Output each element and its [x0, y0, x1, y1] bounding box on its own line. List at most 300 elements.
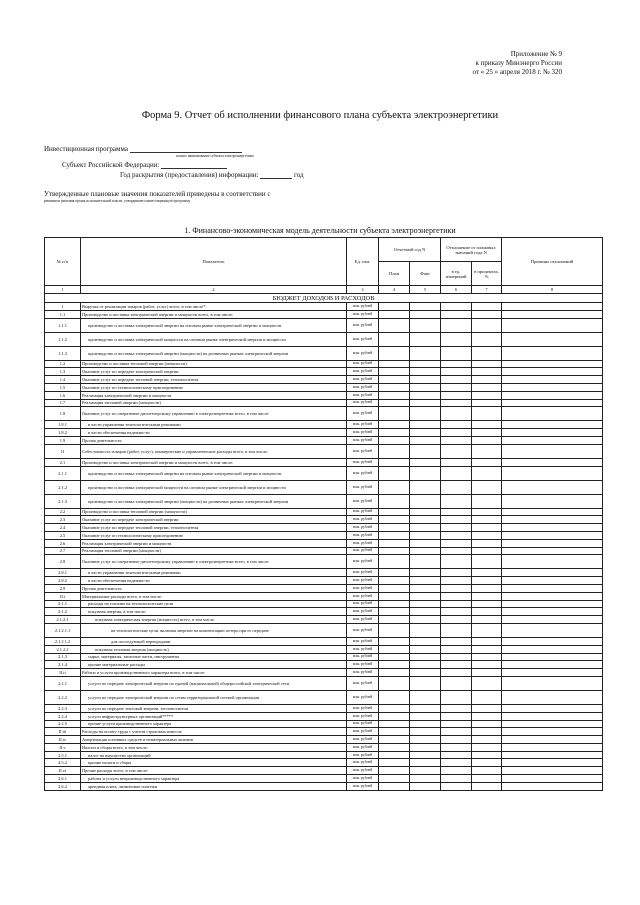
section-title: 1. Финансово-экономическая модель деятельности субъекта электроэнергетики [184, 226, 456, 235]
cell-fact [410, 616, 441, 624]
cell-fact [410, 767, 441, 775]
cell-plan [379, 310, 410, 318]
cell-dev-pct [472, 782, 502, 790]
row-indicator: расходы на топливо на технологические цели [81, 600, 347, 608]
table-row [45, 669, 603, 677]
cell-dev-abs [441, 399, 472, 407]
row-code: 1.8 [45, 407, 81, 421]
cell-reason [502, 368, 603, 376]
row-unit: млн. рублей [347, 376, 379, 384]
table-row [45, 429, 603, 437]
cell-dev-abs [441, 577, 472, 585]
row-indicator: Налоги и сборы всего, в том числе: [81, 743, 347, 751]
cell-fact [410, 466, 441, 480]
year-field [260, 178, 292, 179]
cell-dev-pct [472, 494, 502, 508]
cell-plan [379, 444, 410, 458]
cell-dev-abs [441, 623, 472, 637]
cell-dev-abs [441, 318, 472, 332]
col-number: 2 [81, 286, 347, 294]
row-unit: млн. рублей [347, 539, 379, 547]
cell-reason [502, 577, 603, 585]
cell-plan [379, 508, 410, 516]
section-row-label: БЮДЖЕТ ДОХОДОВ И РАСХОДОВ [45, 294, 603, 303]
cell-dev-abs [441, 531, 472, 539]
cell-plan [379, 555, 410, 569]
row-indicator: Реализация электрической энергии и мощности [81, 391, 347, 399]
row-code: 2.1.2.1 [45, 616, 81, 624]
cell-dev-abs [441, 421, 472, 429]
cell-fact [410, 751, 441, 759]
cell-fact [410, 458, 441, 466]
cell-dev-abs [441, 736, 472, 744]
cell-fact [410, 436, 441, 444]
row-unit: млн. рублей [347, 645, 379, 653]
cell-reason [502, 399, 603, 407]
cell-reason [502, 444, 603, 458]
cell-fact [410, 669, 441, 677]
table-row [45, 645, 603, 653]
row-code: 1.6 [45, 391, 81, 399]
cell-reason [502, 743, 603, 751]
row-indicator: Производство и поставка электрической энергии и мощности всего, в том числе: [81, 458, 347, 466]
row-indicator: Прочая деятельность [81, 584, 347, 592]
cell-dev-abs [441, 782, 472, 790]
year-label: Год раскрытия (предоставления) информации: [120, 171, 259, 179]
cell-plan [379, 407, 410, 421]
row-indicator: услуги по передаче электрической энергии по единой (национальной) общероссийской электрической сети [81, 676, 347, 690]
cell-plan [379, 399, 410, 407]
row-unit: млн. рублей [347, 623, 379, 637]
row-code: 2.8.2 [45, 577, 81, 585]
row-code: 2.2.1 [45, 676, 81, 690]
cell-fact [410, 407, 441, 421]
header-plan: План [379, 262, 410, 286]
row-unit: млн. рублей [347, 720, 379, 728]
cell-dev-abs [441, 759, 472, 767]
table-row [45, 494, 603, 508]
cell-fact [410, 690, 441, 704]
cell-fact [410, 600, 441, 608]
cell-plan [379, 775, 410, 783]
table-row [45, 661, 603, 669]
row-code: II.i [45, 592, 81, 600]
cell-plan [379, 712, 410, 720]
cell-dev-abs [441, 661, 472, 669]
col-number: 1 [45, 286, 81, 294]
row-indicator: прочие материальные расходы [81, 661, 347, 669]
cell-plan [379, 592, 410, 600]
cell-dev-abs [441, 303, 472, 311]
cell-dev-abs [441, 743, 472, 751]
cell-dev-abs [441, 539, 472, 547]
cell-fact [410, 376, 441, 384]
cell-dev-pct [472, 616, 502, 624]
cell-dev-abs [441, 391, 472, 399]
cell-dev-pct [472, 600, 502, 608]
row-unit: млн. рублей [347, 480, 379, 494]
cell-dev-abs [441, 436, 472, 444]
row-unit: млн. рублей [347, 577, 379, 585]
cell-plan [379, 577, 410, 585]
row-unit: млн. рублей [347, 391, 379, 399]
cell-reason [502, 775, 603, 783]
row-unit: млн. рублей [347, 458, 379, 466]
header-deviation: Отклонение от плановых значений года N [441, 238, 502, 262]
row-indicator: для последующей перепродажи [81, 637, 347, 645]
table-row [45, 676, 603, 690]
cell-reason [502, 303, 603, 311]
subject-field [161, 168, 227, 169]
cell-dev-abs [441, 592, 472, 600]
cell-fact [410, 623, 441, 637]
row-indicator: Выручка от реализации товаров (работ, услуг) всего, в том числе*: [81, 303, 347, 311]
cell-dev-pct [472, 480, 502, 494]
cell-reason [502, 616, 603, 624]
table-row [45, 720, 603, 728]
cell-plan [379, 524, 410, 532]
row-code: 2.2.2 [45, 690, 81, 704]
cell-plan [379, 383, 410, 391]
cell-fact [410, 577, 441, 585]
cell-dev-abs [441, 653, 472, 661]
cell-reason [502, 346, 603, 360]
col-number: 4 [379, 286, 410, 294]
row-indicator: Производство и поставка тепловой энергии (мощности) [81, 360, 347, 368]
cell-fact [410, 318, 441, 332]
cell-plan [379, 690, 410, 704]
table-row [45, 539, 603, 547]
cell-dev-pct [472, 399, 502, 407]
cell-reason [502, 555, 603, 569]
header-indicator: Показатель [81, 238, 347, 286]
cell-dev-abs [441, 690, 472, 704]
row-code: 1.8.2 [45, 429, 81, 437]
cell-plan [379, 494, 410, 508]
cell-dev-pct [472, 368, 502, 376]
cell-dev-abs [441, 494, 472, 508]
table-row [45, 751, 603, 759]
row-unit: млн. рублей [347, 728, 379, 736]
annex-date: от « 25 » апреля 2018 г. № 320 [472, 68, 562, 76]
header-dev-pct: в процентах, % [472, 262, 502, 286]
row-unit: млн. рублей [347, 368, 379, 376]
row-code: 2.1.2 [45, 480, 81, 494]
cell-fact [410, 360, 441, 368]
cell-fact [410, 494, 441, 508]
table-row [45, 303, 603, 311]
table-row [45, 516, 603, 524]
row-unit: млн. рублей [347, 743, 379, 751]
row-indicator: прочие налоги и сборы [81, 759, 347, 767]
cell-plan [379, 704, 410, 712]
cell-reason [502, 407, 603, 421]
cell-dev-pct [472, 584, 502, 592]
cell-reason [502, 759, 603, 767]
cell-dev-abs [441, 444, 472, 458]
row-code: 2.2.5 [45, 720, 81, 728]
cell-dev-abs [441, 547, 472, 555]
cell-fact [410, 480, 441, 494]
row-unit: млн. рублей [347, 600, 379, 608]
cell-plan [379, 608, 410, 616]
cell-dev-abs [441, 637, 472, 645]
cell-plan [379, 743, 410, 751]
row-unit: млн. рублей [347, 346, 379, 360]
row-indicator: Работы и услуги производственного характера всего, в том числе: [81, 669, 347, 677]
cell-fact [410, 569, 441, 577]
row-unit: млн. рублей [347, 332, 379, 346]
table-row [45, 368, 603, 376]
table-row [45, 391, 603, 399]
cell-reason [502, 608, 603, 616]
cell-dev-pct [472, 592, 502, 600]
cell-fact [410, 782, 441, 790]
cell-fact [410, 399, 441, 407]
row-code: II [45, 444, 81, 458]
row-code: 2.4 [45, 524, 81, 532]
row-indicator: в части управления технологическими режимами [81, 421, 347, 429]
table-row [45, 421, 603, 429]
annex-order: к приказу Минэнерго России [475, 59, 562, 67]
cell-plan [379, 539, 410, 547]
row-unit: млн. рублей [347, 592, 379, 600]
row-indicator: Расходы на оплату труда с учетом страховых взносов [81, 728, 347, 736]
cell-plan [379, 669, 410, 677]
row-indicator: производство и поставка электрической энергии (мощности) на розничных рынках электрической энергии [81, 494, 347, 508]
table-row [45, 782, 603, 790]
row-indicator: Реализация тепловой энергии (мощности) [81, 547, 347, 555]
header-fact: Факт [410, 262, 441, 286]
cell-dev-abs [441, 676, 472, 690]
cell-reason [502, 569, 603, 577]
cell-dev-abs [441, 383, 472, 391]
cell-fact [410, 712, 441, 720]
cell-fact [410, 584, 441, 592]
cell-fact [410, 676, 441, 690]
row-code: 2.1.2.1.1 [45, 623, 81, 637]
cell-reason [502, 623, 603, 637]
cell-reason [502, 516, 603, 524]
row-unit: млн. рублей [347, 429, 379, 437]
col-number: 7 [472, 286, 502, 294]
row-indicator: покупная электрическая энергия (мощность) всего, в том числе: [81, 616, 347, 624]
row-code: 2.1 [45, 458, 81, 466]
row-code: 2.2 [45, 508, 81, 516]
table-row [45, 704, 603, 712]
cell-reason [502, 391, 603, 399]
column-numbers-row [45, 286, 603, 294]
cell-dev-abs [441, 466, 472, 480]
cell-dev-pct [472, 383, 502, 391]
cell-dev-abs [441, 751, 472, 759]
cell-reason [502, 653, 603, 661]
cell-fact [410, 775, 441, 783]
cell-dev-abs [441, 429, 472, 437]
cell-dev-pct [472, 508, 502, 516]
row-indicator: производство и поставка электрической энергии на оптовом рынке электрической энергии и мощности [81, 466, 347, 480]
cell-reason [502, 310, 603, 318]
cell-fact [410, 555, 441, 569]
cell-fact [410, 531, 441, 539]
cell-dev-pct [472, 444, 502, 458]
table-row [45, 346, 603, 360]
cell-dev-pct [472, 577, 502, 585]
row-indicator: услуги инфраструктурных организаций***** [81, 712, 347, 720]
cell-reason [502, 736, 603, 744]
row-unit: млн. рублей [347, 736, 379, 744]
row-code: 2.5.1 [45, 751, 81, 759]
table-row [45, 436, 603, 444]
cell-plan [379, 569, 410, 577]
row-indicator: Оказание услуг по передаче электрической энергии [81, 516, 347, 524]
approved-hint: реквизиты решения органа исполнительной власти, утвердившего инвестиционную программу [44, 199, 191, 203]
row-code: 1.7 [45, 399, 81, 407]
cell-fact [410, 704, 441, 712]
row-code: 2.5.2 [45, 759, 81, 767]
year-suffix: год [294, 171, 304, 179]
cell-fact [410, 383, 441, 391]
subject-label: Субъект Российской Федерации: [62, 161, 160, 169]
cell-dev-pct [472, 637, 502, 645]
cell-reason [502, 429, 603, 437]
cell-dev-pct [472, 436, 502, 444]
table-row [45, 376, 603, 384]
cell-reason [502, 600, 603, 608]
cell-dev-pct [472, 608, 502, 616]
cell-plan [379, 600, 410, 608]
row-unit: млн. рублей [347, 407, 379, 421]
cell-dev-abs [441, 712, 472, 720]
cell-fact [410, 391, 441, 399]
row-indicator: услуги по передаче тепловой энергии, теплоносителя [81, 704, 347, 712]
row-indicator: Прочие расходы всего, в том числе: [81, 767, 347, 775]
cell-dev-pct [472, 712, 502, 720]
cell-dev-abs [441, 720, 472, 728]
row-indicator: Производство и поставка тепловой энергии (мощности) [81, 508, 347, 516]
row-indicator: Оказание услуг по оперативно-диспетчерскому управлению в электроэнергетике всего, в том числе: [81, 407, 347, 421]
cell-dev-abs [441, 608, 472, 616]
row-unit: млн. рублей [347, 669, 379, 677]
cell-dev-pct [472, 759, 502, 767]
col-number: 5 [410, 286, 441, 294]
row-unit: млн. рублей [347, 444, 379, 458]
table-row [45, 555, 603, 569]
cell-dev-pct [472, 736, 502, 744]
cell-plan [379, 391, 410, 399]
table-row [45, 547, 603, 555]
row-unit: млн. рублей [347, 637, 379, 645]
cell-fact [410, 368, 441, 376]
section-row [45, 294, 603, 303]
header-reasons: Причины отклонений [502, 238, 603, 286]
table-row [45, 775, 603, 783]
table-row [45, 407, 603, 421]
cell-reason [502, 645, 603, 653]
row-code: 1.9 [45, 436, 81, 444]
row-code: 1.2 [45, 360, 81, 368]
row-unit: млн. рублей [347, 569, 379, 577]
cell-dev-pct [472, 346, 502, 360]
row-indicator: на технологические цели, включая энергию на компенсацию потерь при ее передаче [81, 623, 347, 637]
cell-plan [379, 616, 410, 624]
program-label: Инвестиционная программа [44, 145, 128, 153]
cell-dev-abs [441, 516, 472, 524]
row-unit: млн. рублей [347, 508, 379, 516]
cell-dev-abs [441, 480, 472, 494]
cell-fact [410, 608, 441, 616]
cell-dev-pct [472, 466, 502, 480]
cell-fact [410, 653, 441, 661]
row-code: II.ii [45, 669, 81, 677]
col-number: 8 [502, 286, 603, 294]
cell-fact [410, 547, 441, 555]
cell-fact [410, 524, 441, 532]
row-unit: млн. рублей [347, 494, 379, 508]
cell-dev-pct [472, 751, 502, 759]
cell-dev-abs [441, 555, 472, 569]
cell-plan [379, 429, 410, 437]
cell-plan [379, 736, 410, 744]
row-indicator: Себестоимость товаров (работ, услуг), коммерческие и управленческие расходы всего, в том числе: [81, 444, 347, 458]
cell-fact [410, 645, 441, 653]
cell-reason [502, 539, 603, 547]
table-row [45, 584, 603, 592]
cell-fact [410, 346, 441, 360]
cell-fact [410, 661, 441, 669]
row-code: 2.9 [45, 584, 81, 592]
table-row [45, 736, 603, 744]
row-unit: млн. рублей [347, 531, 379, 539]
row-indicator: в части управления технологическими режимами [81, 569, 347, 577]
cell-dev-pct [472, 318, 502, 332]
row-indicator: в части обеспечения надежности [81, 577, 347, 585]
cell-dev-pct [472, 531, 502, 539]
table-row [45, 399, 603, 407]
table-row [45, 690, 603, 704]
row-code: 2.3 [45, 516, 81, 524]
row-indicator: работы и услуги непроизводственного характера [81, 775, 347, 783]
row-indicator: производство и поставка электрической энергии на оптовом рынке электрической энергии и мощности [81, 318, 347, 332]
cell-plan [379, 376, 410, 384]
cell-reason [502, 376, 603, 384]
cell-dev-pct [472, 653, 502, 661]
row-indicator: сырье, материалы, запасные части, инструменты [81, 653, 347, 661]
row-indicator: покупная энергия, в том числе: [81, 608, 347, 616]
cell-plan [379, 318, 410, 332]
cell-reason [502, 547, 603, 555]
cell-plan [379, 368, 410, 376]
table-row [45, 466, 603, 480]
row-indicator: Прочая деятельность [81, 436, 347, 444]
cell-dev-pct [472, 555, 502, 569]
cell-plan [379, 645, 410, 653]
form-title: Форма 9. Отчет об исполнении финансового плана субъекта электроэнергетики [141, 110, 499, 121]
cell-plan [379, 458, 410, 466]
cell-dev-pct [472, 516, 502, 524]
cell-dev-pct [472, 569, 502, 577]
row-indicator: производство и поставка электрической мощности на оптовом рынке электрической энергии и мощности [81, 332, 347, 346]
row-code: 2.1.2 [45, 608, 81, 616]
cell-dev-abs [441, 360, 472, 368]
table-row [45, 767, 603, 775]
row-code: 1.1.2 [45, 332, 81, 346]
cell-plan [379, 480, 410, 494]
cell-dev-abs [441, 704, 472, 712]
cell-reason [502, 458, 603, 466]
row-code: 2.2.4 [45, 712, 81, 720]
cell-fact [410, 444, 441, 458]
